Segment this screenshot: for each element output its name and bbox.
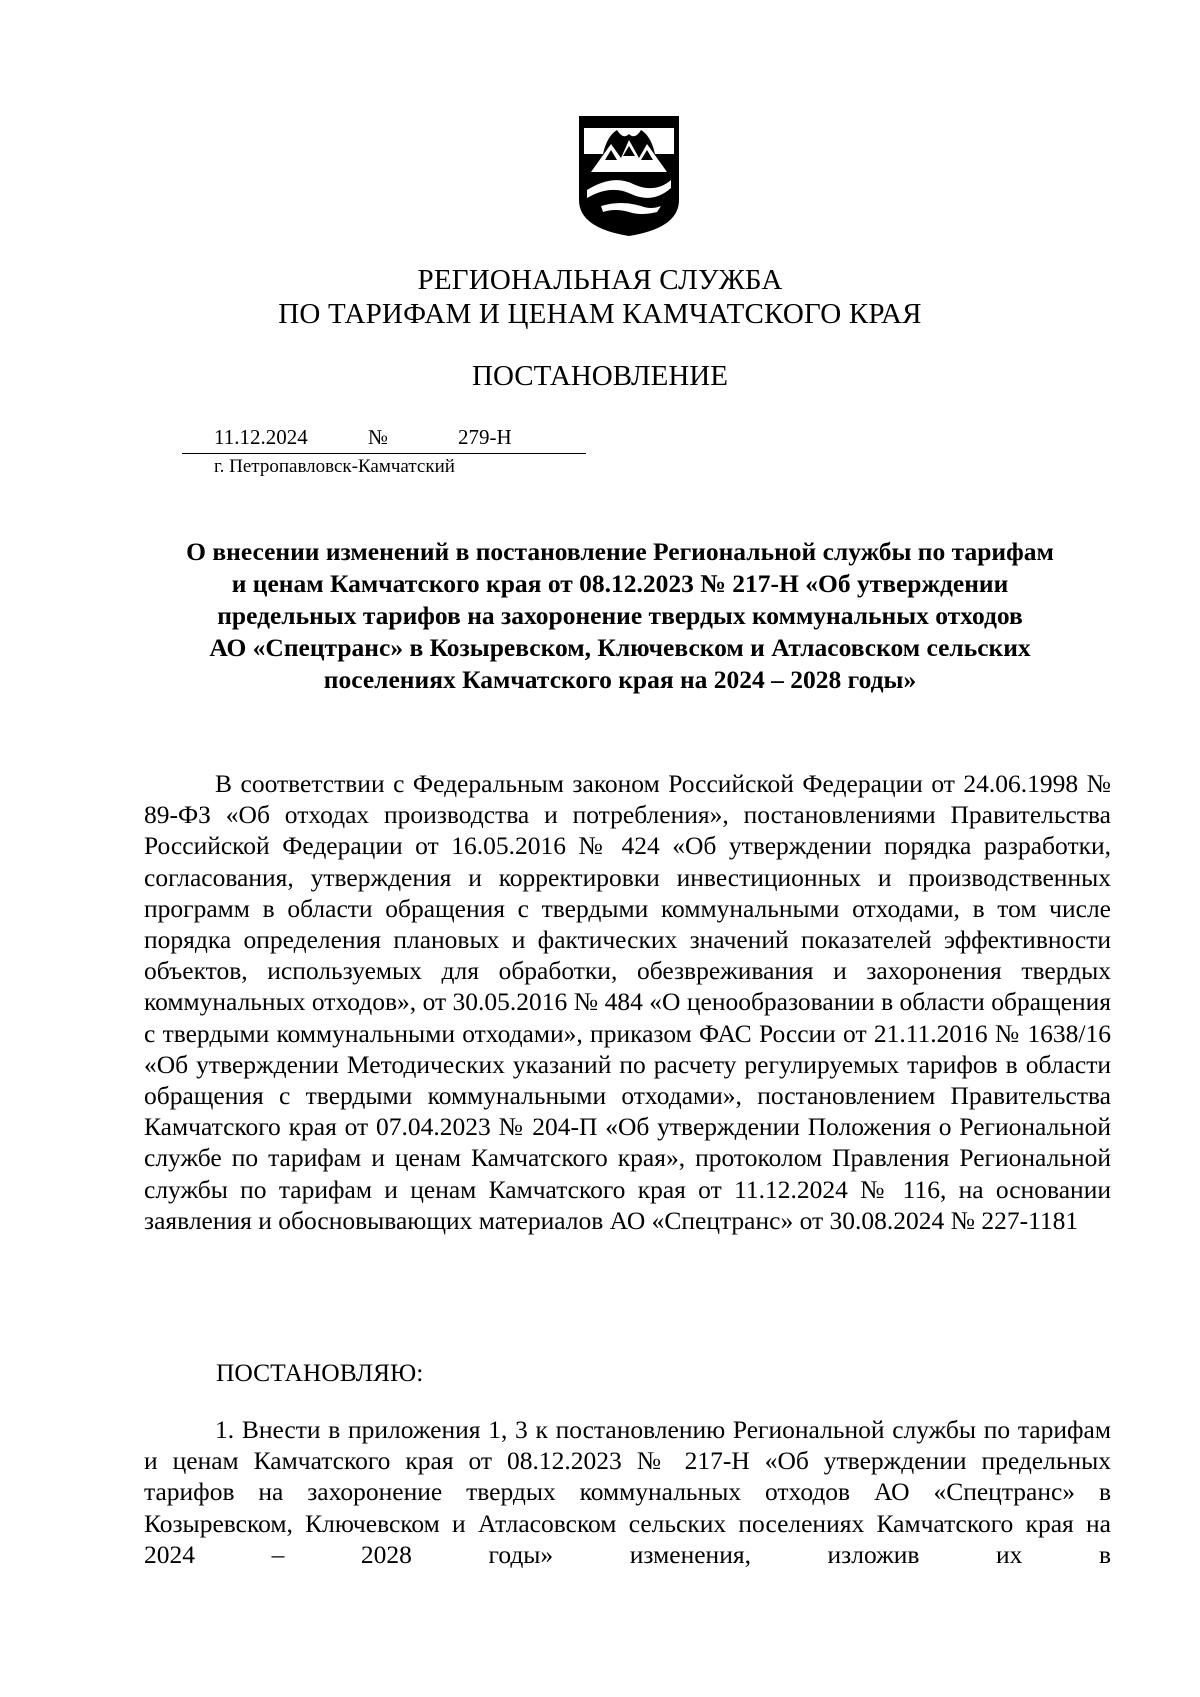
number-sign: № xyxy=(368,425,389,449)
title-line: АО «Спецтранс» в Козыревском, Ключевском и Атласовском сельских xyxy=(209,633,1031,662)
decree-word: ПОСТАНОВЛЯЮ: xyxy=(216,1358,424,1387)
kamchatka-coat-of-arms-icon xyxy=(577,114,681,238)
document-city: г. Петропавловск-Камчатский xyxy=(214,456,455,477)
title-line: и ценам Камчатского края от 08.12.2023 № 217-Н «Об утверждении xyxy=(231,569,1009,598)
document-meta-line xyxy=(182,423,586,454)
document-number: 279-Н xyxy=(458,425,512,449)
agency-name-line1: РЕГИОНАЛЬНАЯ СЛУЖБА xyxy=(417,264,783,296)
document-type: ПОСТАНОВЛЕНИЕ xyxy=(472,360,728,392)
agency-name-line2: ПО ТАРИФАМ И ЦЕНАМ КАМЧАТСКОГО КРАЯ xyxy=(278,298,922,330)
document-date: 11.12.2024 xyxy=(214,425,308,449)
title-line: предельных тарифов на захоронение твердых коммунальных отходов xyxy=(217,601,1023,630)
preamble-paragraph: В соответствии с Федеральным законом Российской Федерации от 24.06.1998 № 89-ФЗ «Об отходах производства и потребления», постановлениями Правительства Российской Федерации от 16.05.2016 № 424 «Об утверждении порядка разработки, согласования, утверждения и корректировки инвестиционных и производственных программ в области обращения с твердыми коммунальными отходами, в том числе порядка определения плановых и фактических значений показателей эффективности объектов, используемых для обработки, обезвреживания и захоронения твердых коммунальных отходов», от 30.05.2016 № 484 «О ценообразовании в области обращения с твердыми коммунальными отходами», приказом ФАС России от 21.11.2016 № 1638/16 «Об утверждении Методических указаний по расчету регулируемых тарифов в области обращения с твердыми коммунальными отходами», постановлением Правительства Камчатского края от 07.04.2023 № 204-П «Об утверждении Положения о Региональной службе по тарифам и ценам Камчатского края», протоколом Правления Региональной службы по тарифам и ценам Камчатского края от 11.12.2024 № 116, на основании заявления и обосновывающих материалов АО «Спецтранс» от 30.08.2024 № 227-1181 xyxy=(144,769,1111,1235)
document-title xyxy=(130,536,1110,696)
title-line: поселениях Камчатского края на 2024 – 2028 годы» xyxy=(323,665,917,694)
clause-1-paragraph: 1. Внести в приложения 1, 3 к постановлению Региональной службы по тарифам и ценам Камчатского края от 08.12.2023 № 217-Н «Об утверждении предельных тарифов на захоронение твердых коммунальных отходов АО «Спецтранс» в Козыревском, Ключевском и Атласовском сельских поселениях Камчатского края на 2024 – 2028 годы» изменения, изложив их в xyxy=(144,1415,1111,1569)
title-line: О внесении изменений в постановление Региональной службы по тарифам xyxy=(186,537,1054,566)
